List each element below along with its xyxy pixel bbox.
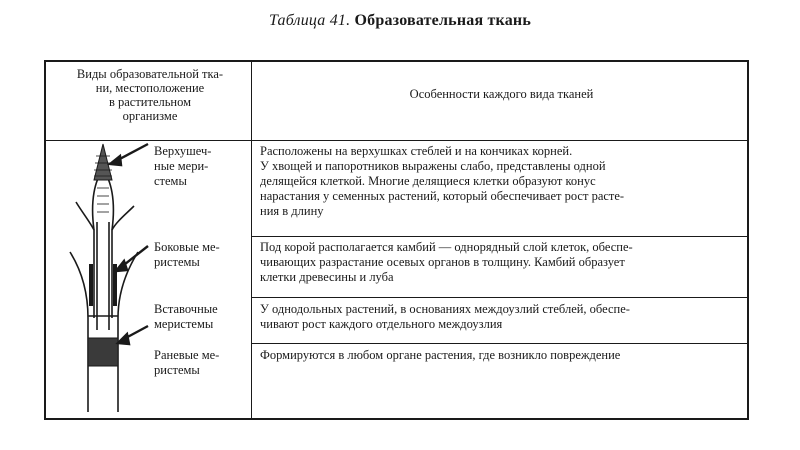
row-desc-apical: Расположены на верхушках стеблей и на кончиках корней. У хвощей и папоротников выражены слабо, представлены одной делящейся клеткой. Многие делящиеся клетки образуют конус нарастания у семенных растений, который обеспечивает рост расте- ния в длину <box>260 144 625 218</box>
table-number: Таблица 41. <box>268 12 351 29</box>
row-name-apical: Верхушеч- ные мери- стемы <box>154 144 212 188</box>
row-name-wound: Раневые ме- ристемы <box>154 348 220 377</box>
apical-cone <box>94 144 112 180</box>
meristem-table <box>44 60 749 420</box>
row-desc-intercalary: У однодольных растений, в основаниях междоузлий стеблей, обеспе- чивают рост каждого отдельного междоузлия <box>260 302 630 331</box>
row-name-lateral: Боковые ме- ристемы <box>154 240 220 269</box>
row-divider <box>251 236 747 237</box>
table-caption <box>0 12 800 30</box>
header-line: Виды образовательной тка- <box>76 67 224 81</box>
header-features: Особенности каждого вида тканей <box>409 87 594 101</box>
header-line: организме <box>122 109 178 123</box>
row-desc-lateral: Под корой располагается камбий — однорядный слой клеток, обеспе- чивающих разрастание осевых органов в толщину. Камбий образует клетки древесины и луба <box>260 240 633 284</box>
header-tissue-types <box>50 67 250 123</box>
row-divider <box>251 343 747 344</box>
outer-leaf-left <box>70 252 88 412</box>
plant-shoot-illustration <box>50 140 150 422</box>
row-name-intercalary: Вставочные меристемы <box>154 302 218 331</box>
row-desc-wound: Формируются в любом органе растения, где возникло повреждение <box>260 348 621 362</box>
header-line: ни, местоположение <box>95 81 205 95</box>
header-line: в растительном <box>108 95 192 109</box>
wound-meristem-block <box>88 338 118 366</box>
table-title: Образовательная ткань <box>354 12 532 29</box>
cambium-strip-left <box>89 264 93 306</box>
column-divider <box>251 62 252 418</box>
row-divider <box>251 297 747 298</box>
header-divider <box>46 140 747 141</box>
